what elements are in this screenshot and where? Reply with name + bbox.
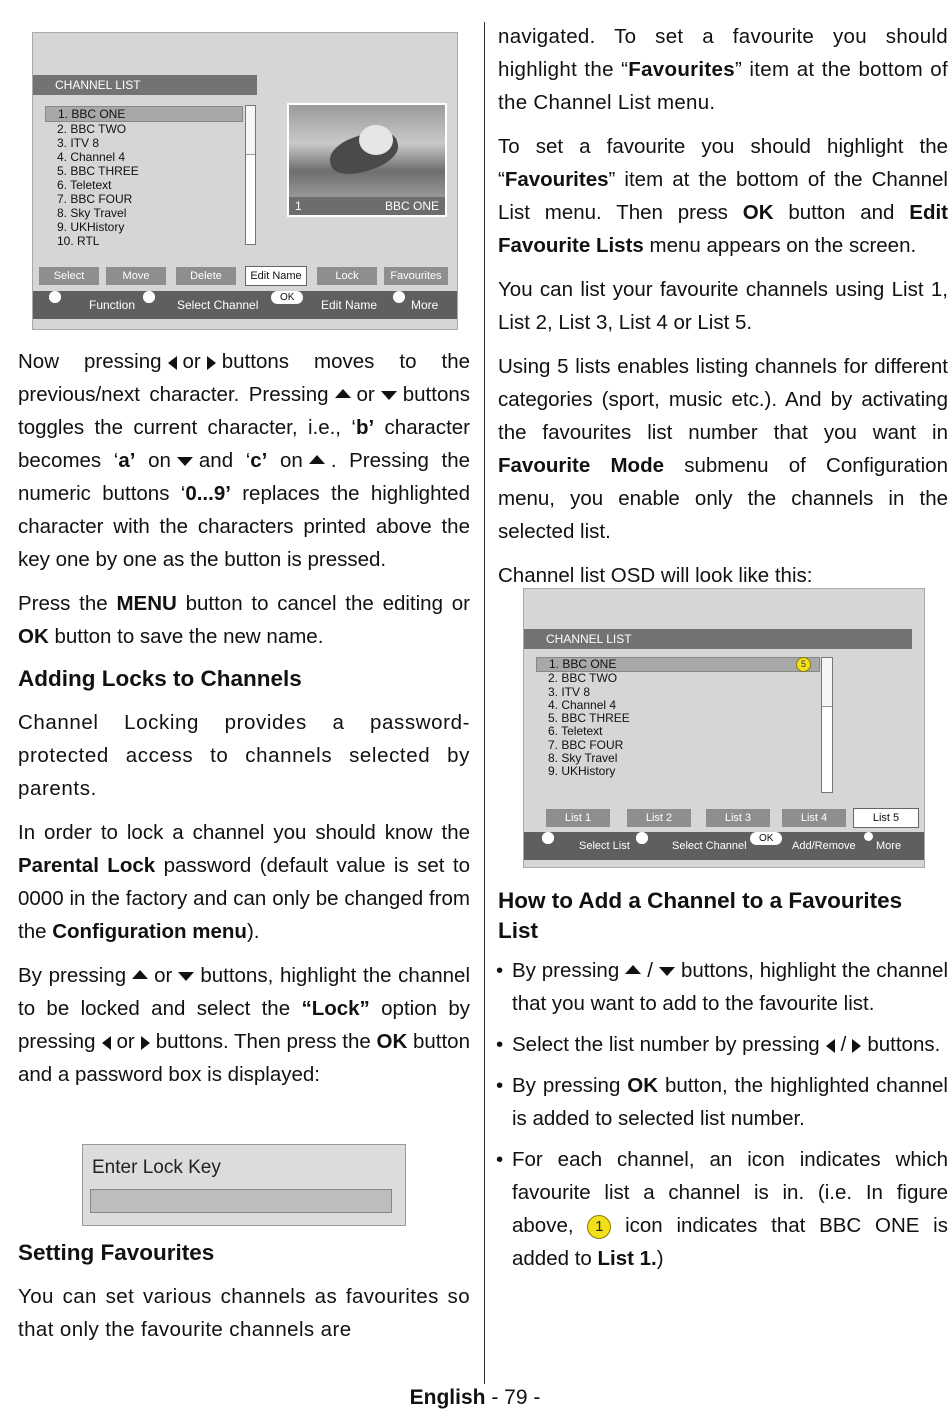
preview-name: BBC ONE [384, 199, 439, 213]
right-arrow-icon [141, 1036, 150, 1050]
right-column [498, 20, 948, 603]
preview-bar [289, 197, 445, 215]
page-number: - 79 - [485, 1386, 541, 1409]
channel-item[interactable]: 6. Teletext [548, 724, 603, 739]
channel-item[interactable]: 10. RTL [57, 234, 100, 248]
left-arrow-icon [826, 1039, 835, 1053]
channel-scrollbar[interactable] [245, 105, 256, 245]
channel-item[interactable]: 2. BBC TWO [548, 671, 618, 686]
list-4-button[interactable]: List 4 [782, 809, 846, 827]
channel-list-osd-edit [32, 32, 458, 330]
page-footer [0, 1386, 950, 1410]
favourite-list-1-icon: 1 [587, 1215, 611, 1239]
scroll-thumb[interactable] [246, 106, 255, 155]
paragraph: You can set various channels as favourites so that only the favourite channels are [18, 1285, 470, 1341]
up-arrow-icon [335, 389, 351, 398]
up-arrow-icon [625, 965, 641, 974]
channel-item[interactable]: 4. Channel 4 [548, 697, 617, 712]
paragraph: You can list your favourite channels using List 1, List 2, List 3, List 4 or List 5. [498, 278, 948, 334]
up-arrow-icon [309, 455, 325, 464]
hint-select-list: Select List [579, 840, 630, 852]
channel-item[interactable]: 3. ITV 8 [548, 684, 591, 699]
ok-icon: OK [271, 291, 303, 304]
paragraph: Now pressing or buttons moves to the previous/next character. Pressing or buttons toggles the current character, i.e., ‘b’ character becomes ‘a’ on and ‘c’ on . Pressing the numeric buttons ‘0...9’ replaces the highlighted character with the characters printed above the key one by one as the button is pressed. [18, 350, 470, 571]
down-arrow-icon [381, 391, 397, 400]
favourites-button[interactable]: Favourites [384, 267, 448, 285]
instructions-list [498, 954, 948, 1275]
delete-button[interactable]: Delete [176, 267, 236, 285]
list-item: • Select the list number by pressing / buttons. [498, 1028, 948, 1061]
hint-add-remove: Add/Remove [792, 840, 856, 852]
left-arrow-icon [168, 356, 177, 370]
channel-scrollbar[interactable] [821, 657, 833, 793]
channel-list [536, 657, 820, 779]
left-column [18, 345, 470, 1102]
favourite-badge-icon: 5 [796, 657, 811, 672]
channel-item[interactable]: 9. UKHistory [57, 220, 125, 234]
down-arrow-icon [178, 972, 194, 981]
osd-hint-bar [524, 832, 924, 860]
channel-preview [287, 103, 447, 217]
channel-item[interactable]: 7. BBC FOUR [57, 192, 133, 206]
column-divider [484, 22, 485, 1384]
list-1-button[interactable]: List 1 [546, 809, 610, 827]
down-arrow-icon [659, 967, 675, 976]
channel-list [45, 106, 243, 248]
list-item: • For each channel, an icon indicates which favourite list a channel is in. (i.e. In figure above, 1 icon indicates that BBC ONE is added to List 1.) [498, 1143, 948, 1275]
channel-item[interactable]: 1. BBC ONE [45, 106, 243, 122]
right-arrow-icon [852, 1039, 861, 1053]
down-arrow-icon [177, 457, 193, 466]
left-column-bottom [18, 1232, 470, 1357]
heading-adding-locks: Adding Locks to Channels [18, 666, 302, 691]
osd-title: CHANNEL LIST [33, 75, 257, 95]
channel-item[interactable]: 5. BBC THREE [57, 164, 139, 178]
paragraph: By pressing or buttons, highlight the channel to be locked and select the “Lock” option by pressing or buttons. Then press the OK button and a password box is displayed: [18, 964, 470, 1086]
scroll-thumb[interactable] [822, 658, 832, 707]
channel-item[interactable]: 8. Sky Travel [548, 751, 618, 766]
select-button[interactable]: Select [39, 267, 99, 285]
right-column-bottom [498, 880, 948, 1283]
lock-button[interactable]: Lock [317, 267, 377, 285]
list-item: • By pressing OK button, the highlighted channel is added to selected list number. [498, 1069, 948, 1135]
paragraph: Channel list OSD will look like this: [498, 564, 813, 587]
hint-select-channel: Select Channel [177, 298, 259, 312]
channel-item[interactable]: 1. BBC ONE [536, 657, 820, 672]
hint-edit-name: Edit Name [321, 298, 378, 312]
right-arrow-icon [207, 356, 216, 370]
ok-icon: OK [750, 832, 782, 845]
lock-key-input[interactable] [90, 1189, 392, 1213]
hint-more: More [411, 298, 439, 312]
paragraph: To set a favourite you should highlight the “Favourites” item at the bottom of the Channel List menu. Then press OK button and Edit Favourite Lists menu appears on the screen. [498, 135, 948, 257]
paragraph: Press the MENU button to cancel the editing or OK button to save the new name. [18, 592, 470, 648]
hint-more: More [876, 840, 902, 852]
channel-item[interactable]: 3. ITV 8 [57, 136, 100, 150]
hint-select-channel: Select Channel [672, 840, 747, 852]
osd-hint-bar [33, 291, 457, 319]
list-item: • By pressing / buttons, highlight the channel that you want to add to the favourite list. [498, 954, 948, 1020]
up-arrow-icon [132, 970, 148, 979]
heading-setting-favourites: Setting Favourites [18, 1240, 215, 1265]
osd-title: CHANNEL LIST [524, 629, 912, 649]
paragraph: Using 5 lists enables listing channels for different categories (sport, music etc.). And by activating the favourites list number that you want in Favourite Mode submenu of Configuration menu, you enable only the channels in the selected list. [498, 355, 948, 543]
channel-item[interactable]: 2. BBC TWO [57, 122, 127, 136]
list-3-button[interactable]: List 3 [706, 809, 770, 827]
channel-item[interactable]: 7. BBC FOUR [548, 737, 624, 752]
enter-lock-key-box [82, 1144, 406, 1226]
channel-list-osd-favourites [523, 588, 925, 868]
preview-number: 1 [295, 199, 302, 213]
list-2-button[interactable]: List 2 [627, 809, 691, 827]
hint-function: Function [89, 298, 136, 312]
channel-item[interactable]: 6. Teletext [57, 178, 112, 192]
channel-item[interactable]: 4. Channel 4 [57, 150, 126, 164]
channel-item[interactable]: 8. Sky Travel [57, 206, 127, 220]
list-5-button[interactable]: List 5 [853, 808, 919, 828]
lock-key-label: Enter Lock Key [92, 1157, 221, 1178]
paragraph: navigated. To set a favourite you should highlight the “Favourites” item at the bottom of the Channel List menu. [498, 25, 948, 114]
heading-add-to-favourites: How to Add a Channel to a Favourites List [498, 888, 903, 943]
edit-name-button[interactable]: Edit Name [245, 266, 307, 286]
channel-item[interactable]: 5. BBC THREE [548, 711, 630, 726]
move-button[interactable]: Move [106, 267, 166, 285]
channel-item[interactable]: 9. UKHistory [548, 764, 616, 779]
footer-language: English [409, 1386, 486, 1409]
paragraph: In order to lock a channel you should know the Parental Lock password (default value is set to 0000 in the factory and can only be changed from the Configuration menu). [18, 821, 470, 943]
paragraph: Channel Locking provides a password-protected access to channels selected by parents. [18, 711, 470, 800]
left-arrow-icon [102, 1036, 111, 1050]
